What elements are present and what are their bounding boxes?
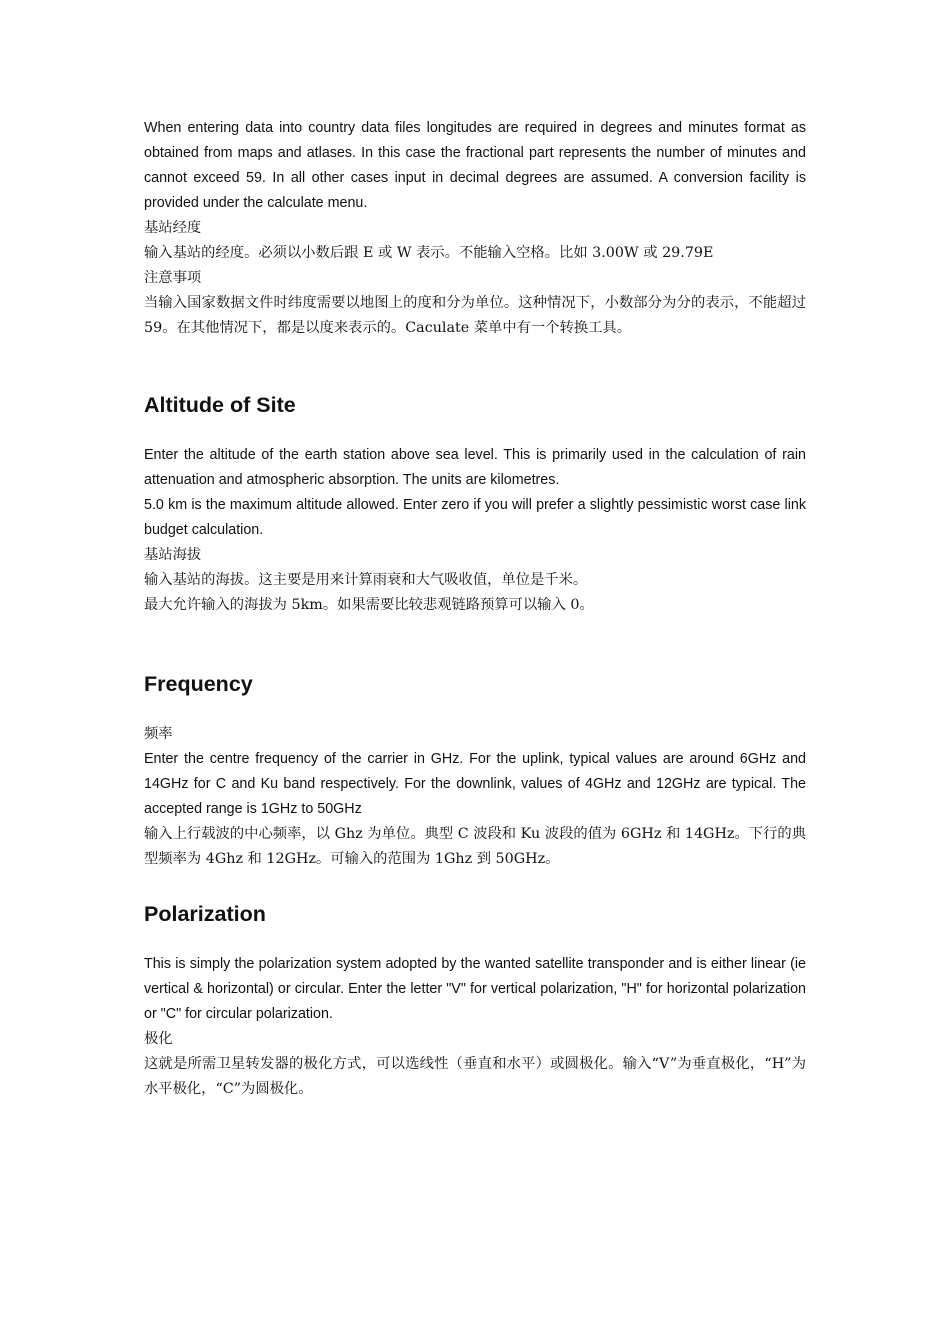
altitude-en-paragraph-1: Enter the altitude of the earth station above sea level. This is primarily used in the calculation of rain attenuation and atmospheric absorption. The units are kilometres. [144,447,806,488]
frequency-zh-title: 频率 [144,726,173,742]
longitude-intro-en: When entering data into country data files longitudes are required in degrees and minutes format as obtained from maps and atlases. In this case the fractional part represents the number of minutes and cannot exceed 59. In all other cases input in decimal degrees are assumed. A conversion facility is provided under the calculate menu. [144,120,806,211]
longitude-section [144,116,806,341]
frequency-zh-paragraph: 输入上行载波的中心频率，以 Ghz 为单位。典型 C 波段和 Ku 波段的值为 6GHz 和 14GHz。下行的典型频率为 4Ghz 和 12GHz。可输入的范围为 1Ghz 到 50GHz。 [144,826,806,867]
altitude-zh-title: 基站海拔 [144,547,202,563]
altitude-zh-paragraph-2: 最大允许输入的海拔为 5km。如果需要比较悲观链路预算可以输入 0。 [144,597,594,613]
longitude-zh-instruction: 输入基站的经度。必须以小数后跟 E 或 W 表示。不能输入空格。比如 3.00W 或 29.79E [144,245,714,261]
longitude-zh-note-title: 注意事项 [144,270,202,286]
frequency-heading: Frequency [144,672,253,696]
altitude-zh-paragraph-1: 输入基站的海拔。这主要是用来计算雨衰和大气吸收值，单位是千米。 [144,572,588,588]
polarization-section [144,900,806,1102]
frequency-en-paragraph: Enter the centre frequency of the carrier in GHz. For the uplink, typical values are around 6GHz and 14GHz for C and Ku band respectively. For the downlink, values of 4GHz and 12GHz are typical. The accepted range is 1GHz to 50GHz [144,751,806,817]
polarization-zh-title: 极化 [144,1031,173,1047]
frequency-section [144,670,806,872]
polarization-heading: Polarization [144,902,266,926]
altitude-en-paragraph-2: 5.0 km is the maximum altitude allowed. Enter zero if you will prefer a slightly pessimistic worst case link budget calculation. [144,497,806,538]
polarization-en-paragraph: This is simply the polarization system adopted by the wanted satellite transponder and is either linear (ie vertical & horizontal) or circular. Enter the letter "V" for vertical polarization, "H" for horizontal polarization or "C" for circular polarization. [144,956,806,1022]
longitude-zh-title: 基站经度 [144,220,202,236]
altitude-section [144,391,806,618]
document-page [144,116,806,1102]
altitude-heading: Altitude of Site [144,393,296,417]
longitude-zh-note: 当输入国家数据文件时纬度需要以地图上的度和分为单位。这种情况下，小数部分为分的表示，不能超过 59。在其他情况下，都是以度来表示的。Caculate 菜单中有一个转换工具。 [144,295,806,336]
polarization-zh-paragraph: 这就是所需卫星转发器的极化方式，可以选线性（垂直和水平）或圆极化。输入“V”为垂直极化，“H”为水平极化，“C”为圆极化。 [144,1056,806,1097]
